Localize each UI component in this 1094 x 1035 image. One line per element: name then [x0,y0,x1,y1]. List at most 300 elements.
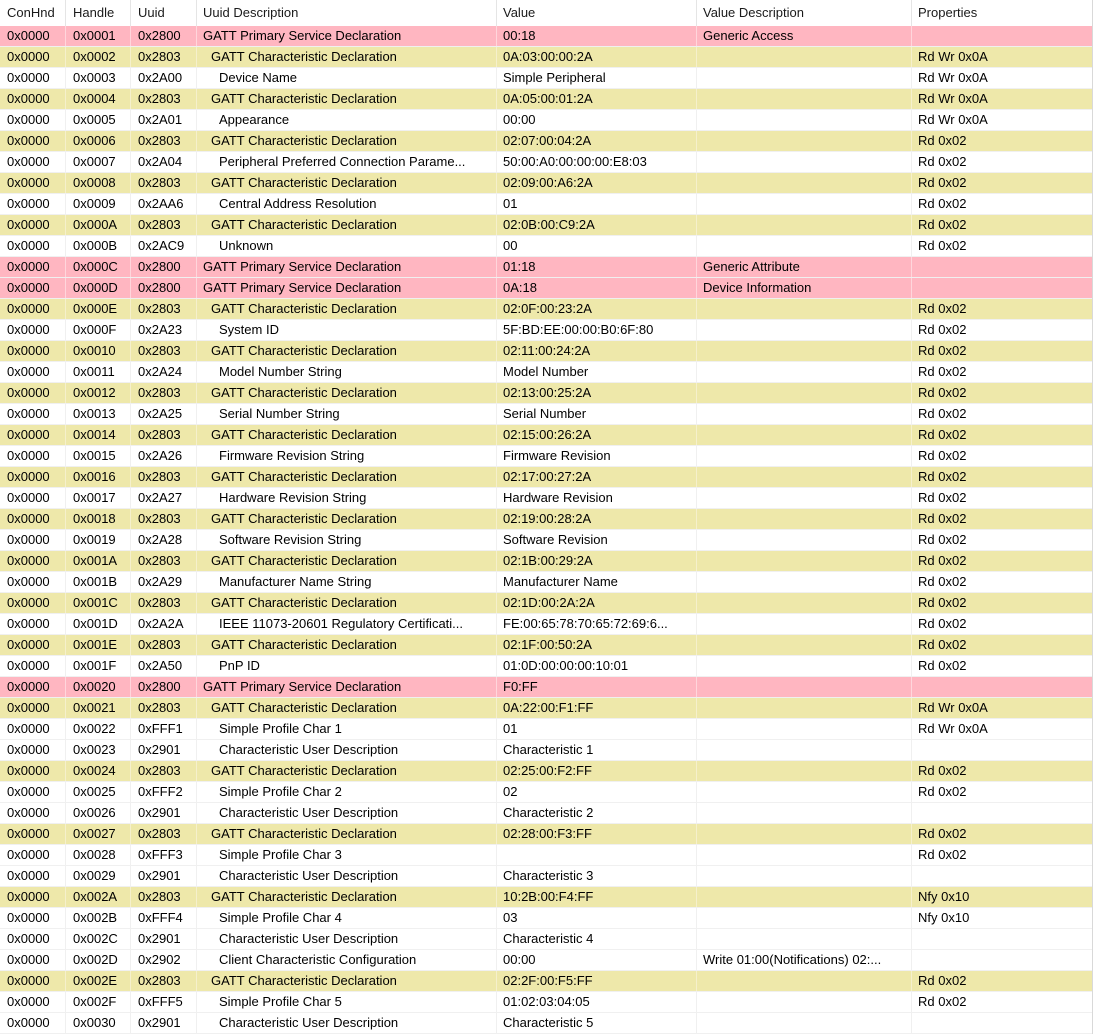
uuid-cell: 0x2A50 [131,656,197,676]
table-row[interactable] [0,530,1092,551]
uuid-cell: 0x2803 [131,467,197,487]
table-row[interactable] [0,656,1092,677]
table-row[interactable] [0,26,1092,47]
uuid-description-cell: Characteristic User Description [197,740,497,760]
conhnd-cell: 0x0000 [0,194,66,214]
uuid-description-cell: GATT Characteristic Declaration [197,341,497,361]
handle-cell: 0x001C [66,593,131,613]
table-row[interactable] [0,173,1092,194]
value-cell: 0A:03:00:00:2A [497,47,697,67]
table-row[interactable] [0,614,1092,635]
handle-cell: 0x0015 [66,446,131,466]
uuid-description-cell: GATT Characteristic Declaration [197,761,497,781]
handle-cell: 0x002F [66,992,131,1012]
handle-cell: 0x0025 [66,782,131,802]
uuid-cell: 0x2A24 [131,362,197,382]
value-description-cell [697,236,912,256]
table-row[interactable] [0,866,1092,887]
uuid-cell: 0x2803 [131,173,197,193]
uuid-cell: 0x2A04 [131,152,197,172]
uuid-description-cell: GATT Characteristic Declaration [197,887,497,907]
table-row[interactable] [0,467,1092,488]
value-description-cell [697,572,912,592]
value-cell: Characteristic 3 [497,866,697,886]
value-description-cell [697,719,912,739]
uuid-description-cell: Firmware Revision String [197,446,497,466]
table-row[interactable] [0,824,1092,845]
handle-cell: 0x002C [66,929,131,949]
table-row[interactable] [0,929,1092,950]
table-row[interactable] [0,887,1092,908]
uuid-cell: 0x2803 [131,47,197,67]
value-description-cell [697,845,912,865]
handle-cell: 0x0005 [66,110,131,130]
value-description-cell [697,173,912,193]
conhnd-cell: 0x0000 [0,572,66,592]
value-cell: 01 [497,719,697,739]
table-row[interactable] [0,425,1092,446]
handle-cell: 0x000E [66,299,131,319]
uuid-description-cell: GATT Characteristic Declaration [197,89,497,109]
uuid-description-cell: GATT Characteristic Declaration [197,698,497,718]
value-cell: Characteristic 1 [497,740,697,760]
properties-cell [912,278,1092,298]
value-description-cell [697,866,912,886]
uuid-cell: 0x2901 [131,1013,197,1033]
uuid-description-cell: GATT Primary Service Declaration [197,26,497,46]
uuid-cell: 0x2A2A [131,614,197,634]
uuid-cell: 0x2800 [131,677,197,697]
table-row[interactable] [0,971,1092,992]
table-row[interactable] [0,782,1092,803]
value-cell: 02:07:00:04:2A [497,131,697,151]
handle-cell: 0x0020 [66,677,131,697]
table-row[interactable] [0,635,1092,656]
table-row[interactable] [0,761,1092,782]
uuid-description-cell: PnP ID [197,656,497,676]
conhnd-cell: 0x0000 [0,761,66,781]
conhnd-cell: 0x0000 [0,152,66,172]
column-header-properties[interactable]: Properties [918,5,978,20]
properties-cell: Rd Wr 0x0A [918,721,988,736]
handle-cell: 0x0016 [66,467,131,487]
uuid-description-cell: GATT Characteristic Declaration [197,824,497,844]
conhnd-cell: 0x0000 [0,740,66,760]
properties-cell [912,866,1092,886]
conhnd-cell: 0x0000 [0,1013,66,1033]
properties-cell: Rd 0x02 [918,847,967,862]
uuid-cell: 0x2803 [131,971,197,991]
uuid-cell: 0x2901 [131,803,197,823]
value-cell: Simple Peripheral [497,68,697,88]
uuid-cell: 0x2803 [131,299,197,319]
uuid-description-cell: System ID [197,320,497,340]
properties-cell: Rd 0x02 [918,385,967,400]
uuid-description-cell: Device Name [197,68,497,88]
value-description-cell [697,803,912,823]
uuid-description-cell: Characteristic User Description [197,1013,497,1033]
value-description-cell [697,47,912,67]
table-row[interactable] [0,803,1092,824]
handle-cell: 0x002E [66,971,131,991]
handle-cell: 0x0030 [66,1013,131,1033]
table-row[interactable] [0,131,1092,152]
properties-cell: Rd 0x02 [918,574,967,589]
conhnd-cell: 0x0000 [0,173,66,193]
properties-cell: Rd 0x02 [918,616,967,631]
uuid-cell: 0x2803 [131,425,197,445]
value-cell: 02:1B:00:29:2A [497,551,697,571]
conhnd-cell: 0x0000 [0,257,66,277]
handle-cell: 0x0028 [66,845,131,865]
properties-cell [912,950,1092,970]
uuid-cell: 0x2800 [131,257,197,277]
uuid-cell: 0x2A23 [131,320,197,340]
properties-cell [912,740,1092,760]
properties-cell: Rd 0x02 [918,637,967,652]
conhnd-cell: 0x0000 [0,110,66,130]
table-row[interactable] [0,488,1092,509]
conhnd-cell: 0x0000 [0,551,66,571]
table-body [0,26,1092,1034]
value-cell: 0A:05:00:01:2A [497,89,697,109]
value-cell: 02:1F:00:50:2A [497,635,697,655]
handle-cell: 0x000C [66,257,131,277]
properties-cell: Rd 0x02 [918,553,967,568]
uuid-cell: 0x2AA6 [131,194,197,214]
conhnd-cell: 0x0000 [0,782,66,802]
uuid-description-cell: GATT Characteristic Declaration [197,635,497,655]
table-row[interactable] [0,845,1092,866]
table-row[interactable] [0,152,1092,173]
uuid-cell: 0x2803 [131,131,197,151]
table-row[interactable] [0,278,1092,299]
conhnd-cell: 0x0000 [0,803,66,823]
value-description-cell [697,110,912,130]
column-header-conhnd[interactable]: ConHnd [0,0,66,26]
uuid-description-cell: GATT Characteristic Declaration [197,593,497,613]
properties-cell: Rd Wr 0x0A [918,112,988,127]
conhnd-cell: 0x0000 [0,488,66,508]
table-row[interactable] [0,68,1092,89]
value-description-cell [697,992,912,1012]
value-description-cell [697,446,912,466]
uuid-cell: 0xFFF5 [131,992,197,1012]
handle-cell: 0x0006 [66,131,131,151]
properties-cell: Rd 0x02 [918,763,967,778]
handle-cell: 0x000D [66,278,131,298]
value-description-cell [697,341,912,361]
table-row[interactable] [0,110,1092,131]
handle-cell: 0x001F [66,656,131,676]
value-cell: Manufacturer Name [497,572,697,592]
uuid-cell: 0xFFF3 [131,845,197,865]
conhnd-cell: 0x0000 [0,446,66,466]
conhnd-cell: 0x0000 [0,341,66,361]
table-row[interactable] [0,719,1092,740]
value-cell: 02:11:00:24:2A [497,341,697,361]
value-cell [497,845,697,865]
conhnd-cell: 0x0000 [0,68,66,88]
properties-cell: Rd 0x02 [918,490,967,505]
properties-cell [912,1013,1092,1033]
value-description-cell [697,152,912,172]
table-row[interactable] [0,1013,1092,1034]
value-cell: Characteristic 2 [497,803,697,823]
value-cell: Characteristic 5 [497,1013,697,1033]
uuid-cell: 0x2A26 [131,446,197,466]
properties-cell: Rd 0x02 [918,175,967,190]
uuid-cell: 0x2803 [131,215,197,235]
properties-cell: Rd 0x02 [918,133,967,148]
table-row[interactable] [0,509,1092,530]
value-description-cell [697,215,912,235]
value-description-cell [697,131,912,151]
conhnd-cell: 0x0000 [0,593,66,613]
uuid-description-cell: GATT Characteristic Declaration [197,299,497,319]
uuid-cell: 0x2A01 [131,110,197,130]
conhnd-cell: 0x0000 [0,950,66,970]
column-header-uuid-description[interactable]: Uuid Description [197,0,497,26]
conhnd-cell: 0x0000 [0,278,66,298]
conhnd-cell: 0x0000 [0,971,66,991]
table-row[interactable] [0,257,1092,278]
properties-cell: Nfy 0x10 [918,889,970,904]
value-description-cell [697,656,912,676]
table-row[interactable] [0,215,1092,236]
value-cell: 00:00 [497,950,697,970]
handle-cell: 0x000B [66,236,131,256]
uuid-cell: 0x2A27 [131,488,197,508]
column-header-value-description[interactable]: Value Description [697,0,912,26]
table-row[interactable] [0,362,1092,383]
table-row[interactable] [0,446,1092,467]
handle-cell: 0x0026 [66,803,131,823]
properties-cell [912,929,1092,949]
properties-cell: Rd Wr 0x0A [918,91,988,106]
uuid-cell: 0x2803 [131,593,197,613]
properties-cell: Rd 0x02 [918,364,967,379]
handle-cell: 0x0027 [66,824,131,844]
table-row[interactable] [0,299,1092,320]
value-description-cell [697,509,912,529]
uuid-description-cell: GATT Characteristic Declaration [197,971,497,991]
table-row[interactable] [0,740,1092,761]
handle-cell: 0x002B [66,908,131,928]
value-cell: 01 [497,194,697,214]
uuid-description-cell: IEEE 11073-20601 Regulatory Certificati... [197,614,497,634]
uuid-description-cell: GATT Characteristic Declaration [197,425,497,445]
conhnd-cell: 0x0000 [0,236,66,256]
conhnd-cell: 0x0000 [0,215,66,235]
value-description-cell [697,299,912,319]
table-row[interactable] [0,551,1092,572]
properties-cell: Rd 0x02 [918,196,967,211]
handle-cell: 0x0011 [66,362,131,382]
handle-cell: 0x001B [66,572,131,592]
table-row[interactable] [0,698,1092,719]
value-description-cell [697,194,912,214]
uuid-description-cell: Central Address Resolution [197,194,497,214]
conhnd-cell: 0x0000 [0,656,66,676]
conhnd-cell: 0x0000 [0,677,66,697]
conhnd-cell: 0x0000 [0,992,66,1012]
value-cell: Software Revision [497,530,697,550]
uuid-description-cell: GATT Characteristic Declaration [197,173,497,193]
handle-cell: 0x0023 [66,740,131,760]
conhnd-cell: 0x0000 [0,719,66,739]
properties-cell: Rd 0x02 [918,826,967,841]
column-header-uuid[interactable]: Uuid [131,0,197,26]
properties-cell: Rd 0x02 [918,427,967,442]
value-cell: Hardware Revision [497,488,697,508]
value-description-cell [697,635,912,655]
value-cell: F0:FF [497,677,697,697]
table-row[interactable] [0,194,1092,215]
properties-cell: Rd 0x02 [918,406,967,421]
conhnd-cell: 0x0000 [0,47,66,67]
properties-cell: Rd 0x02 [918,994,967,1009]
uuid-description-cell: GATT Primary Service Declaration [197,677,497,697]
conhnd-cell: 0x0000 [0,635,66,655]
conhnd-cell: 0x0000 [0,467,66,487]
conhnd-cell: 0x0000 [0,614,66,634]
table-row[interactable] [0,950,1092,971]
properties-cell: Rd 0x02 [918,595,967,610]
table-row[interactable] [0,236,1092,257]
value-cell: 5F:BD:EE:00:00:B0:6F:80 [497,320,697,340]
uuid-description-cell: Characteristic User Description [197,929,497,949]
handle-cell: 0x0022 [66,719,131,739]
column-header-handle[interactable]: Handle [66,0,131,26]
table-row[interactable] [0,383,1092,404]
uuid-description-cell: GATT Characteristic Declaration [197,467,497,487]
uuid-description-cell: GATT Characteristic Declaration [197,47,497,67]
handle-cell: 0x0019 [66,530,131,550]
value-description-cell: Device Information [697,278,912,298]
table-row[interactable] [0,992,1092,1013]
value-description-cell [697,740,912,760]
uuid-description-cell: Characteristic User Description [197,866,497,886]
table-row[interactable] [0,908,1092,929]
handle-cell: 0x000A [66,215,131,235]
value-description-cell [697,887,912,907]
properties-cell: Rd 0x02 [918,154,967,169]
value-description-cell [697,404,912,424]
table-header [0,0,1092,26]
conhnd-cell: 0x0000 [0,824,66,844]
value-cell: 02:0F:00:23:2A [497,299,697,319]
uuid-cell: 0x2803 [131,89,197,109]
uuid-cell: 0x2803 [131,698,197,718]
uuid-cell: 0x2A28 [131,530,197,550]
conhnd-cell: 0x0000 [0,698,66,718]
value-cell: 01:02:03:04:05 [497,992,697,1012]
table-row[interactable] [0,572,1092,593]
uuid-cell: 0x2901 [131,740,197,760]
conhnd-cell: 0x0000 [0,89,66,109]
properties-cell [912,257,1092,277]
uuid-description-cell: GATT Characteristic Declaration [197,383,497,403]
properties-cell: Rd 0x02 [918,973,967,988]
handle-cell: 0x0001 [66,26,131,46]
uuid-description-cell: Hardware Revision String [197,488,497,508]
properties-cell: Rd Wr 0x0A [918,700,988,715]
uuid-cell: 0x2803 [131,824,197,844]
uuid-cell: 0x2803 [131,635,197,655]
value-cell: 10:2B:00:F4:FF [497,887,697,907]
uuid-description-cell: GATT Primary Service Declaration [197,257,497,277]
properties-cell: Rd 0x02 [918,322,967,337]
value-cell: Characteristic 4 [497,929,697,949]
uuid-description-cell: Characteristic User Description [197,803,497,823]
conhnd-cell: 0x0000 [0,404,66,424]
conhnd-cell: 0x0000 [0,425,66,445]
properties-cell: Rd Wr 0x0A [918,49,988,64]
uuid-description-cell: GATT Characteristic Declaration [197,551,497,571]
handle-cell: 0x0013 [66,404,131,424]
uuid-cell: 0x2AC9 [131,236,197,256]
handle-cell: 0x0018 [66,509,131,529]
value-description-cell [697,908,912,928]
value-cell: 02:0B:00:C9:2A [497,215,697,235]
properties-cell: Nfy 0x10 [918,910,970,925]
uuid-cell: 0x2A00 [131,68,197,88]
value-description-cell [697,929,912,949]
value-cell: 02:25:00:F2:FF [497,761,697,781]
value-description-cell [697,425,912,445]
table-row[interactable] [0,89,1092,110]
value-cell: 02:2F:00:F5:FF [497,971,697,991]
value-cell: 01:18 [497,257,697,277]
value-cell: 02:17:00:27:2A [497,467,697,487]
conhnd-cell: 0x0000 [0,131,66,151]
handle-cell: 0x0008 [66,173,131,193]
uuid-cell: 0x2803 [131,887,197,907]
uuid-description-cell: GATT Primary Service Declaration [197,278,497,298]
properties-cell [912,803,1092,823]
uuid-cell: 0x2A29 [131,572,197,592]
properties-cell: Rd 0x02 [918,448,967,463]
value-cell: 50:00:A0:00:00:00:E8:03 [497,152,697,172]
column-header-value[interactable]: Value [497,0,697,26]
value-description-cell [697,530,912,550]
table-row[interactable] [0,47,1092,68]
table-row[interactable] [0,593,1092,614]
table-row[interactable] [0,320,1092,341]
value-description-cell [697,1013,912,1033]
table-row[interactable] [0,677,1092,698]
uuid-description-cell: GATT Characteristic Declaration [197,131,497,151]
table-row[interactable] [0,341,1092,362]
table-row[interactable] [0,404,1092,425]
conhnd-cell: 0x0000 [0,929,66,949]
uuid-cell: 0x2800 [131,26,197,46]
uuid-cell: 0x2803 [131,551,197,571]
handle-cell: 0x0002 [66,47,131,67]
uuid-cell: 0x2803 [131,341,197,361]
uuid-description-cell: Model Number String [197,362,497,382]
handle-cell: 0x0009 [66,194,131,214]
uuid-cell: 0xFFF1 [131,719,197,739]
uuid-cell: 0x2803 [131,761,197,781]
uuid-description-cell: Unknown [197,236,497,256]
uuid-description-cell: Software Revision String [197,530,497,550]
uuid-description-cell: Appearance [197,110,497,130]
value-cell: 03 [497,908,697,928]
properties-cell: Rd 0x02 [918,784,967,799]
value-cell: 02 [497,782,697,802]
